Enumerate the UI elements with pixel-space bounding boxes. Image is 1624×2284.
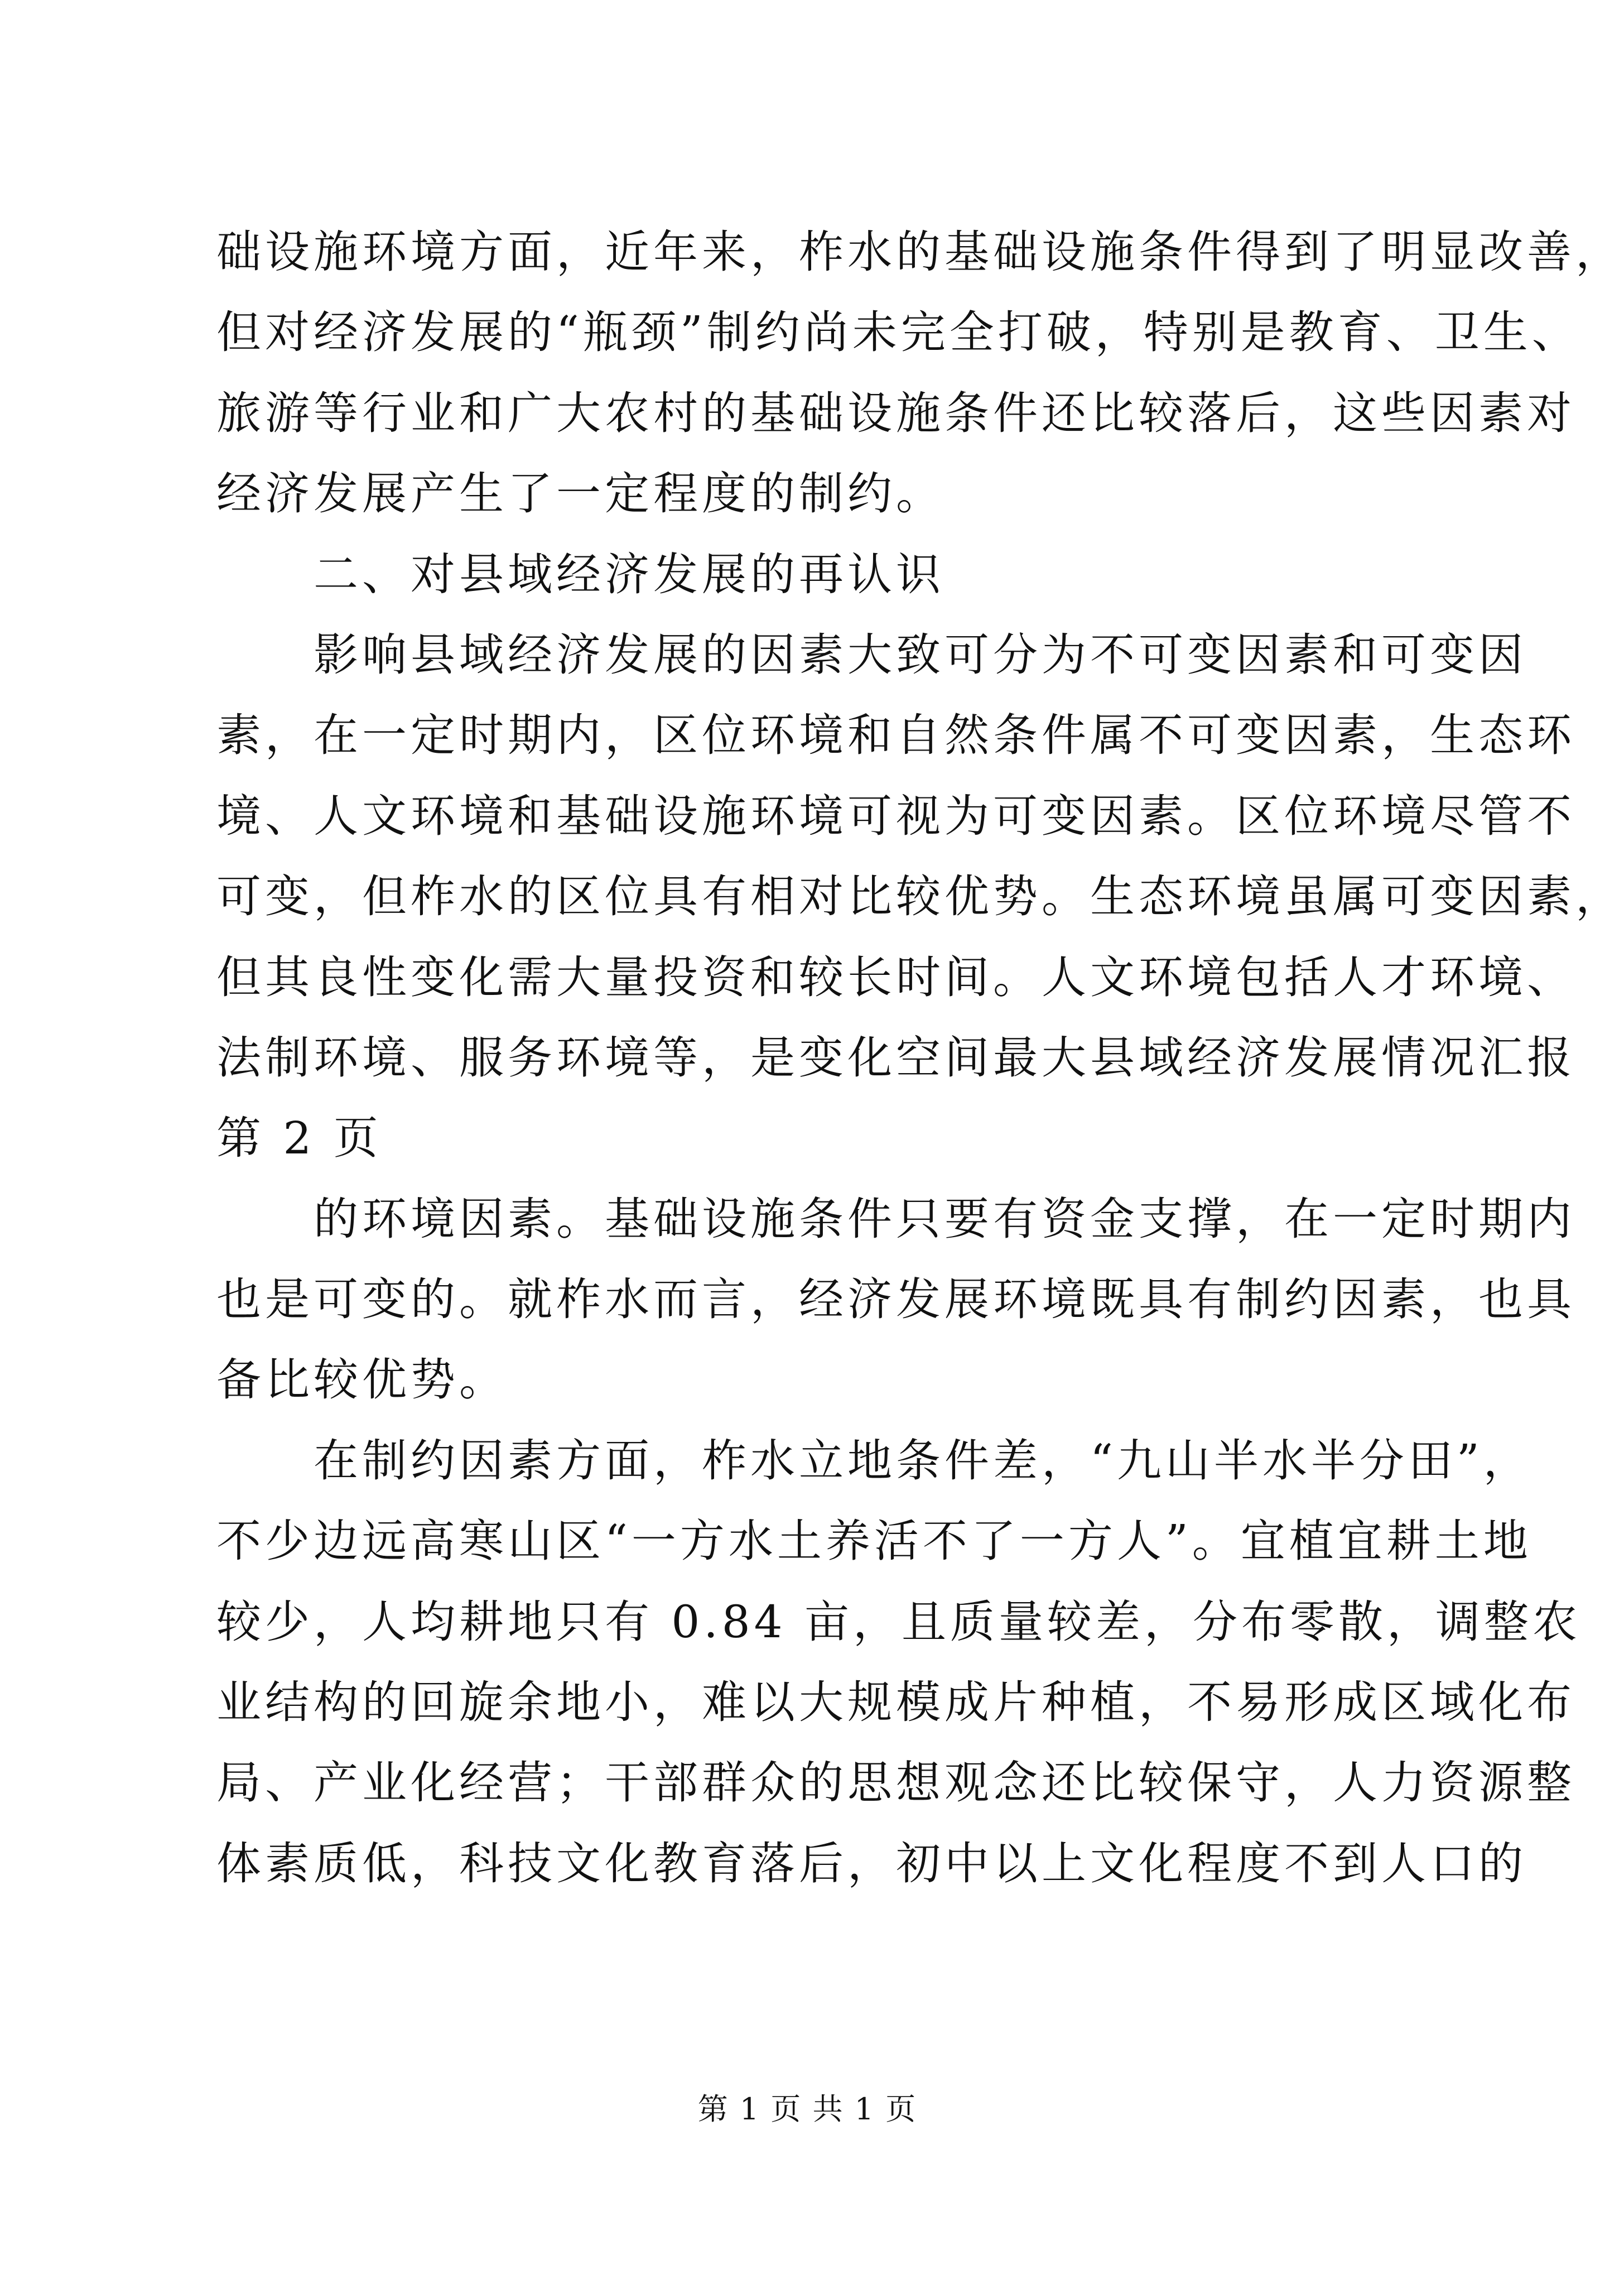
- text-line: 但对经济发展的“瓶颈”制约尚未完全打破，特别是教育、卫生、: [216, 306, 1580, 359]
- text-line: 在制约因素方面，柞水立地条件差，“九山半水半分田”，: [216, 1434, 1532, 1487]
- text-line: 局、产业化经营；干部群众的思想观念还比较保守，人力资源整: [216, 1757, 1575, 1809]
- text-line: 的环境因素。基础设施条件只要有资金支撑，在一定时期内: [216, 1193, 1575, 1245]
- text-line: 业结构的回旋余地小，难以大规模成片种植，不易形成区域化布: [216, 1676, 1575, 1729]
- text-line: 境、人文环境和基础设施环境可视为可变因素。区位环境尽管不: [216, 790, 1575, 842]
- inline-page-marker: 第 2 页: [216, 1112, 382, 1165]
- text-line: 但其良性变化需大量投资和较长时间。人文环境包括人才环境、: [216, 951, 1575, 1003]
- text-line: 可变，但柞水的区位具有相对比较优势。生态环境虽属可变因素，: [216, 871, 1624, 923]
- text-line: 影响县域经济发展的因素大致可分为不可变因素和可变因: [216, 628, 1527, 681]
- document-body: [216, 212, 1624, 1904]
- text-line: 体素质低，科技文化教育落后，初中以上文化程度不到人口的: [216, 1837, 1527, 1889]
- text-line: 也是可变的。就柞水而言，经济发展环境既具有制约因素，也具: [216, 1273, 1575, 1326]
- text-line: 经济发展产生了一定程度的制约。: [216, 468, 944, 520]
- text-line: 旅游等行业和广大农村的基础设施条件还比较落后，这些因素对: [216, 387, 1575, 439]
- text-line: 础设施环境方面，近年来，柞水的基础设施条件得到了明显改善，: [216, 226, 1624, 278]
- text-line: 不少边远高寒山区“一方水土养活不了一方人”。宜植宜耕土地: [216, 1515, 1532, 1567]
- text-line: 备比较优势。: [216, 1354, 508, 1406]
- section-heading: 二、对县域经济发展的再认识: [216, 548, 944, 600]
- text-line: 素，在一定时期内，区位环境和自然条件属不可变因素，生态环: [216, 709, 1575, 762]
- text-line: 较少，人均耕地只有 0.84 亩，且质量较差，分布零散，调整农: [216, 1595, 1581, 1648]
- text-line: 法制环境、服务环境等，是变化空间最大县域经济发展情况汇报: [216, 1031, 1575, 1084]
- page-footer: 第 1 页 共 1 页: [697, 2091, 917, 2127]
